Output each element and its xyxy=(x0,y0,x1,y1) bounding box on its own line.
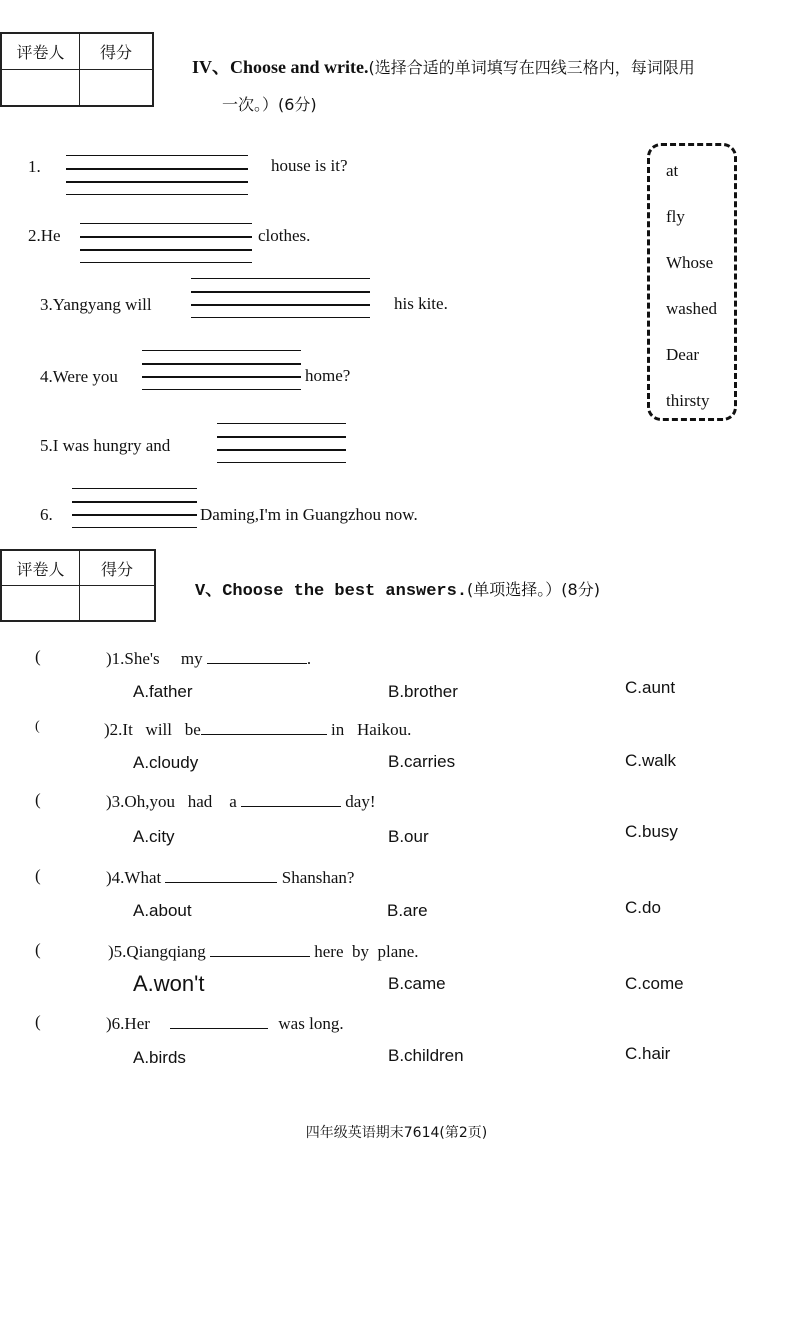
section4-title-cn: (选择合适的单词填写在四线三格内，每词限用 xyxy=(368,58,695,77)
s5-q3-blank[interactable] xyxy=(241,790,341,807)
s4-q5-num: 5.I was hungry and xyxy=(40,436,171,455)
s5-q2-stem xyxy=(104,718,411,740)
s4-q1-num: 1. xyxy=(28,157,41,176)
s5-q2-option-a[interactable]: A.cloudy xyxy=(133,753,199,772)
s4-q6-after: Daming,I'm in Guangzhou now. xyxy=(200,505,418,524)
s4-q4-writing-lines[interactable] xyxy=(142,350,301,390)
s5-q3-paren: ( xyxy=(35,790,41,809)
grader-label: 评卷人 xyxy=(2,34,80,70)
section4-title-cn2: 一次。）(6分) xyxy=(222,95,317,114)
s5-q2-stem-pre: )2.It will be xyxy=(104,720,201,739)
section5-title-en: V、Choose the best answers. xyxy=(195,582,468,601)
s5-q1-option-c[interactable]: C.aunt xyxy=(625,678,676,697)
section4-title-en: IV、Choose and write. xyxy=(192,57,369,77)
s5-q3-stem xyxy=(106,790,376,812)
s5-q5-stem xyxy=(108,940,419,962)
s4-q6-num: 6. xyxy=(40,505,53,524)
s5-q1-blank[interactable] xyxy=(207,647,307,664)
section4-title xyxy=(192,53,695,79)
score-field[interactable] xyxy=(80,586,155,621)
s5-q2-paren: ( xyxy=(35,719,40,734)
s5-q6-stem-pre: )6.Her xyxy=(106,1014,150,1033)
grader-field[interactable] xyxy=(2,586,80,621)
s5-q3-stem-pre: )3.Oh,you had a xyxy=(106,792,237,811)
s5-q2-stem-post: in Haikou. xyxy=(331,720,412,739)
s5-q4-stem xyxy=(106,866,354,888)
score-box-section5 xyxy=(0,549,156,622)
s5-q6-stem xyxy=(106,1012,344,1034)
s5-q4-blank[interactable] xyxy=(165,866,277,883)
s5-q1-paren: ( xyxy=(35,647,41,666)
s4-q2-writing-lines[interactable] xyxy=(80,223,252,263)
word-bank-item: fly xyxy=(666,207,685,226)
word-bank-item: thirsty xyxy=(666,391,710,410)
s5-q4-option-b[interactable]: B.are xyxy=(387,901,428,920)
s5-q6-paren: ( xyxy=(35,1012,41,1031)
score-label: 得分 xyxy=(80,551,155,586)
s5-q1-stem-pre: )1.She's my xyxy=(106,649,203,668)
s5-q2-option-c[interactable]: C.walk xyxy=(625,751,677,770)
s4-q4-num: 4.Were you xyxy=(40,367,118,386)
s5-q4-paren: ( xyxy=(35,866,41,885)
s5-q1-stem-post: . xyxy=(306,649,312,668)
s5-q6-option-c[interactable]: C.hair xyxy=(625,1044,671,1063)
s4-q5-writing-lines[interactable] xyxy=(217,423,346,463)
s5-q5-paren: ( xyxy=(35,940,41,959)
s4-q4-after: home? xyxy=(305,366,351,385)
s5-q4-stem-pre: )4.What xyxy=(106,868,162,887)
section5-title-cn: (单项选择。）(8分) xyxy=(467,580,600,599)
s5-q1-option-a[interactable]: A.father xyxy=(133,682,193,701)
s4-q2-after: clothes. xyxy=(258,226,311,245)
s4-q3-num: 3.Yangyang will xyxy=(40,295,152,314)
score-box-section4 xyxy=(0,32,154,107)
s5-q4-option-a[interactable]: A.about xyxy=(133,901,192,920)
s4-q1-after: house is it? xyxy=(271,156,348,175)
s4-q2-num: 2.He xyxy=(28,226,61,245)
s5-q5-option-c[interactable]: C.come xyxy=(625,974,684,993)
s4-q1-writing-lines[interactable] xyxy=(66,155,248,195)
word-bank-item: washed xyxy=(666,299,717,318)
word-bank-item: at xyxy=(666,161,679,180)
s5-q4-stem-post: Shanshan? xyxy=(281,868,355,887)
s5-q2-blank[interactable] xyxy=(201,718,327,735)
s5-q6-option-a[interactable]: A.birds xyxy=(133,1048,186,1067)
s5-q5-blank[interactable] xyxy=(210,940,310,957)
s5-q5-stem-pre: )5.Qiangqiang xyxy=(108,942,206,961)
word-bank-item: Dear xyxy=(666,345,700,364)
s5-q3-option-b[interactable]: B.our xyxy=(388,827,429,846)
s5-q5-option-a[interactable]: A.won't xyxy=(133,971,205,996)
grader-label: 评卷人 xyxy=(2,551,80,586)
score-label: 得分 xyxy=(80,34,153,70)
s5-q6-option-b[interactable]: B.children xyxy=(388,1046,464,1065)
page-footer: 四年级英语期末7614(第2页) xyxy=(305,1125,488,1141)
s5-q2-option-b[interactable]: B.carries xyxy=(388,752,456,771)
s5-q5-stem-post: here by plane. xyxy=(314,942,419,961)
s5-q1-stem xyxy=(106,647,311,669)
s5-q6-stem-post: was long. xyxy=(278,1014,344,1033)
s5-q1-option-b[interactable]: B.brother xyxy=(388,682,458,701)
word-bank-item: Whose xyxy=(666,253,714,272)
section5-title xyxy=(195,575,600,601)
word-bank xyxy=(647,143,737,421)
s5-q4-option-c[interactable]: C.do xyxy=(625,898,661,917)
s5-q3-option-a[interactable]: A.city xyxy=(133,827,175,846)
s5-q6-blank[interactable] xyxy=(170,1012,268,1029)
s5-q3-option-c[interactable]: C.busy xyxy=(625,822,678,841)
score-field[interactable] xyxy=(80,70,153,106)
s4-q3-after: his kite. xyxy=(394,294,448,313)
s4-q6-writing-lines[interactable] xyxy=(72,488,197,528)
s5-q3-stem-post: day! xyxy=(345,792,376,811)
grader-field[interactable] xyxy=(2,70,80,106)
s5-q5-option-b[interactable]: B.came xyxy=(388,974,446,993)
s4-q3-writing-lines[interactable] xyxy=(191,278,370,318)
